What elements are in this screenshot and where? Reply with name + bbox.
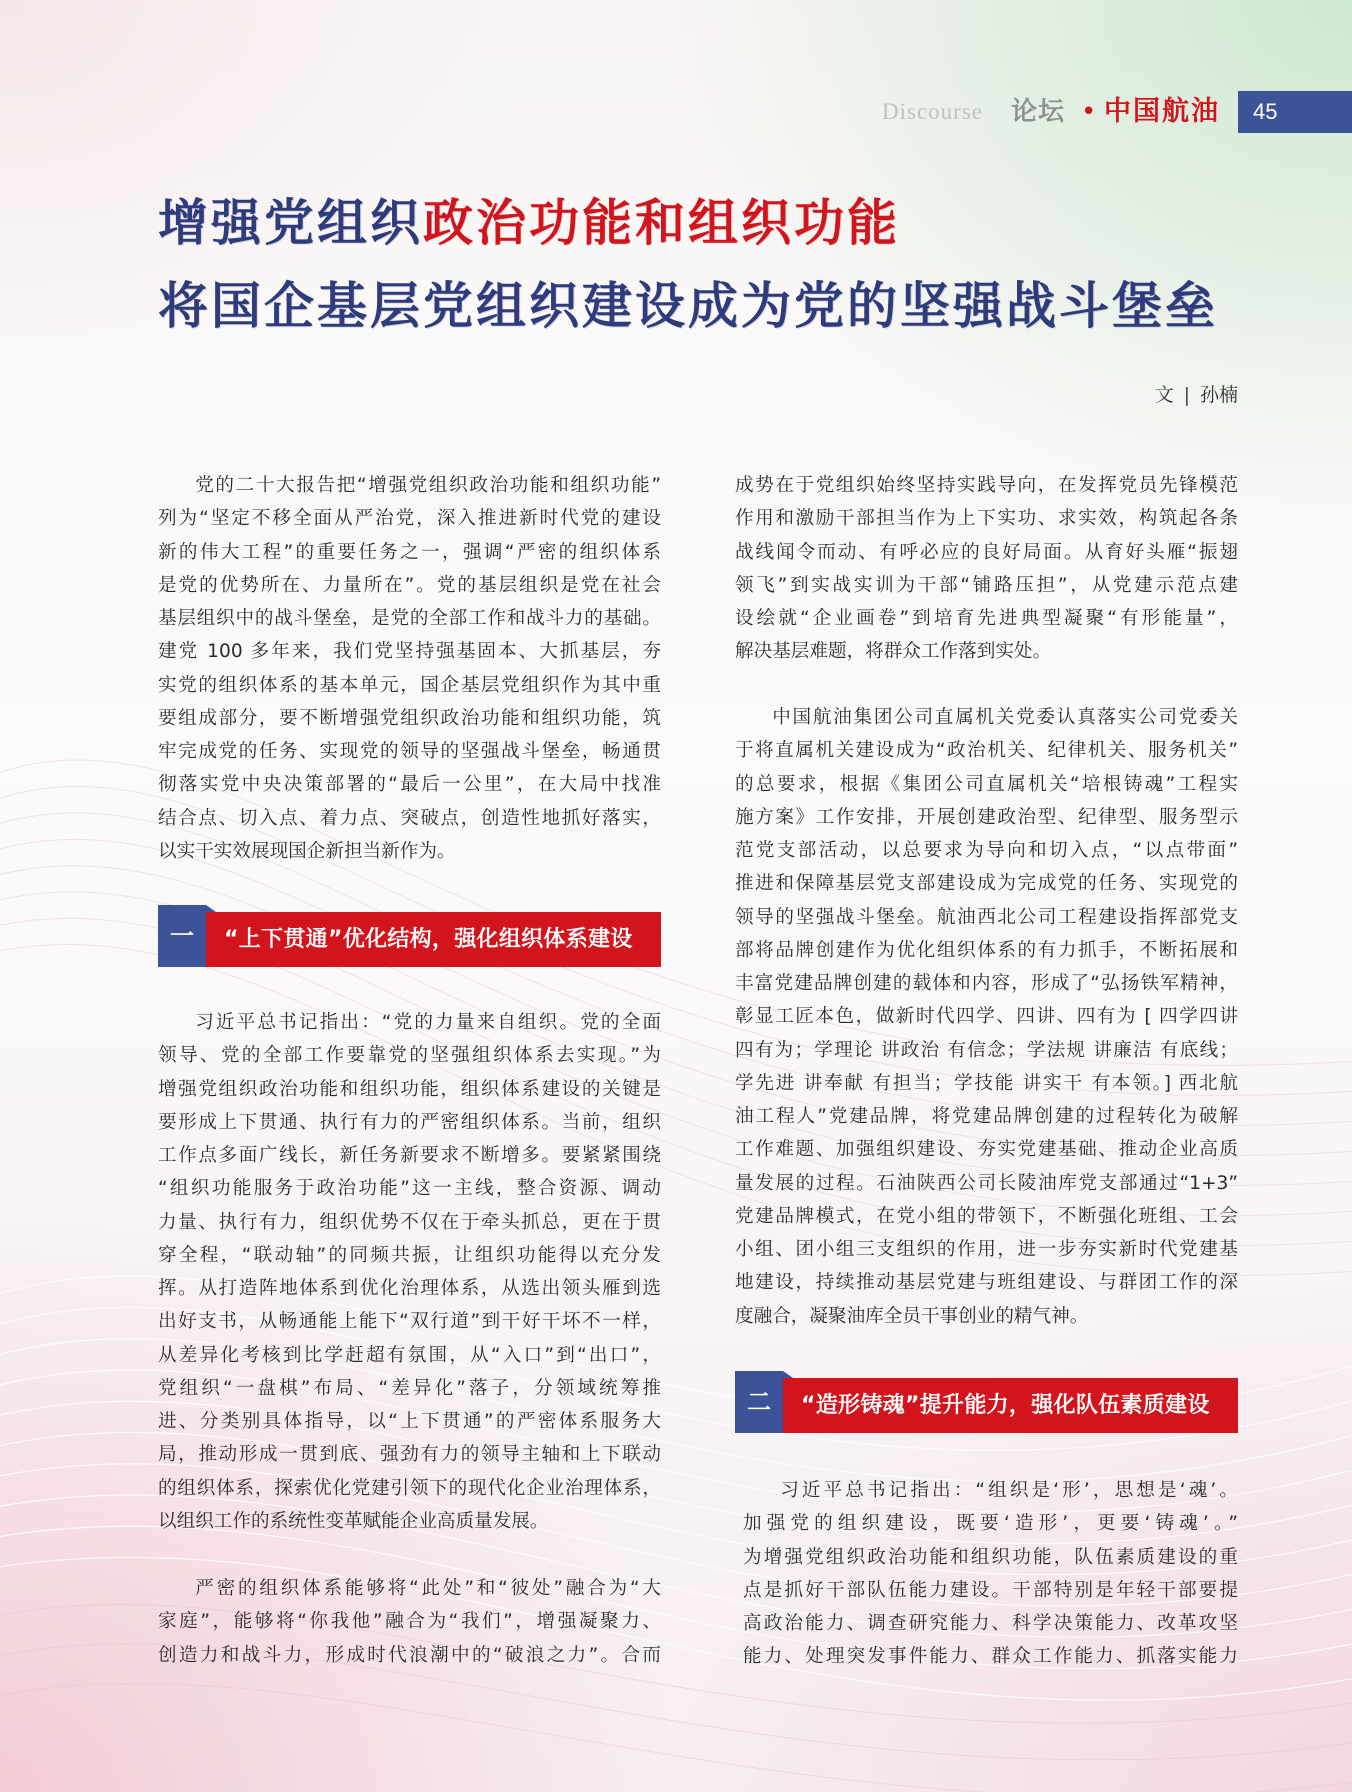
text-line: 增强党组织政治功能和组织功能，组织体系建设的关键是 bbox=[158, 1078, 661, 1100]
text-line: 以组织工作的系统性变革赋能企业高质量发展。 bbox=[158, 1510, 549, 1532]
text-line: 领导的坚强战斗堡垒。航油西北公司工程建设指挥部党支 bbox=[735, 906, 1238, 928]
page-number: 45 bbox=[1253, 99, 1278, 124]
text-line: 基层组织中的战斗堡垒，是党的全部工作和战斗力的基础。 bbox=[158, 608, 661, 629]
text-line: 党组织“一盘棋”布局、“差异化”落子，分领域统筹推 bbox=[158, 1377, 661, 1399]
paragraph bbox=[735, 469, 1238, 669]
section-heading-1 bbox=[158, 905, 661, 967]
text-line: 力量、执行有力，组织优势不仅在于牵头抓总，更在于贯 bbox=[158, 1211, 661, 1233]
text-line: 创造力和战斗力，形成时代浪潮中的“破浪之力”。合而 bbox=[158, 1644, 661, 1666]
text-line: 实党的组织体系的基本单元，国企基层党组织作为其中重 bbox=[158, 674, 661, 696]
text-line: 中国航油集团公司直属机关党委认真落实公司党委关 bbox=[772, 707, 1238, 728]
header-dot: • bbox=[1081, 97, 1097, 127]
paragraph bbox=[158, 1006, 661, 1538]
text-line: 量发展的过程。石油陕西公司长陵油库党支部通过“1+3” bbox=[735, 1172, 1238, 1194]
text-line: 新的伟大工程”的重要任务之一，强调“严密的组织体系 bbox=[158, 541, 661, 563]
text-line: 穿全程，“联动轴”的同频共振，让组织功能得以充分发 bbox=[158, 1244, 661, 1266]
text-line: 从差异化考核到比学赶超有氛围，从“入口”到“出口”， bbox=[158, 1344, 661, 1366]
text-line: 施方案》工作安排，开展创建政治型、纪律型、服务型示 bbox=[735, 806, 1238, 828]
text-line: 高政治能力、调查研究能力、科学决策能力、改革攻坚 bbox=[743, 1613, 1238, 1634]
text-line: 习近平总书记指出：“组织是‘形’，思想是‘魂’。 bbox=[780, 1480, 1238, 1501]
section-heading-bar bbox=[206, 912, 661, 967]
text-line: 度融合，凝聚油库全员干事创业的精气神。 bbox=[735, 1305, 1089, 1327]
title-line-2: 将国企基层党组织建设成为党的坚强战斗堡垒 bbox=[158, 277, 1218, 335]
byline-separator: | bbox=[1183, 384, 1190, 406]
text-line: 习近平总书记指出：“党的力量来自组织。党的全面 bbox=[195, 1012, 661, 1033]
text-line: “组织功能服务于政治功能”这一主线，整合资源、调动 bbox=[158, 1178, 661, 1200]
paragraph bbox=[158, 469, 661, 868]
paragraph bbox=[743, 1474, 1238, 1674]
section-heading-text: “造形铸魂”提升能力，强化队伍素质建设 bbox=[801, 1393, 1210, 1418]
magazine-name: 中国航油 bbox=[1104, 96, 1220, 127]
paragraph bbox=[158, 1572, 661, 1672]
text-line: 要形成上下贯通、执行有力的严密组织体系。当前，组织 bbox=[158, 1111, 661, 1133]
text-line: 地建设，持续推动基层党建与班组建设、与群团工作的深 bbox=[735, 1272, 1238, 1294]
text-line: 工作点多面广线长，新任务新要求不断增多。要紧紧围绕 bbox=[158, 1145, 661, 1166]
text-line: 学先进 讲奉献 有担当；学技能 讲实干 有本领。] 西北航 bbox=[735, 1072, 1238, 1094]
text-line: 解决基层难题，将群众工作落到实处。 bbox=[735, 641, 1052, 663]
section-label-cn: 论坛 bbox=[1011, 97, 1066, 127]
section-label-en: Discourse bbox=[882, 99, 983, 124]
section-number-badge: 一 bbox=[158, 905, 206, 967]
title-highlight: 政治功能和组织功能 bbox=[423, 194, 900, 252]
text-line: 推进和保障基层党支部建设成为完成党的任务、实现党的 bbox=[735, 873, 1238, 895]
text-line: 牢完成党的任务、实现党的领导的坚强战斗堡垒，畅通贯 bbox=[158, 741, 661, 762]
page-number-box bbox=[1238, 91, 1352, 133]
text-line: 工作难题、加强组织建设、夯实党建基础、推动企业高质 bbox=[735, 1139, 1238, 1161]
text-line: 成势在于党组织始终坚持实践导向，在发挥党员先锋模范 bbox=[735, 475, 1238, 496]
text-line: 点是抓好干部队伍能力建设。干部特别是年轻干部要提 bbox=[743, 1579, 1238, 1601]
text-line: 局，推动形成一贯到底、强劲有力的领导主轴和上下联动 bbox=[158, 1444, 661, 1466]
text-line: 油工程人”党建品牌，将党建品牌创建的过程转化为破解 bbox=[735, 1106, 1238, 1127]
text-line: 进、分类别具体指导，以“上下贯通”的严密体系服务大 bbox=[158, 1411, 661, 1432]
text-line: 战线闻令而动、有呼必应的良好局面。从育好头雁“振翅 bbox=[735, 541, 1238, 563]
text-line: 党建品牌模式，在党小组的带领下，不断强化班组、工会 bbox=[735, 1205, 1238, 1227]
text-line: 党的二十大报告把“增强党组织政治功能和组织功能” bbox=[195, 475, 661, 496]
text-line: 严密的组织体系能够将“此处”和“彼处”融合为“大 bbox=[195, 1578, 661, 1599]
paragraph bbox=[735, 701, 1238, 1333]
text-line: 能力、处理突发事件能力、群众工作能力、抓落实能力 bbox=[743, 1646, 1238, 1668]
byline bbox=[1155, 380, 1238, 410]
text-line: 四有为；学理论 讲政治 有信念；学法规 讲廉洁 有底线； bbox=[735, 1039, 1238, 1061]
text-line: 设绘就“企业画卷”到培育先进典型凝聚“有形能量”， bbox=[735, 608, 1238, 629]
text-line: 于将直属机关建设成为“政治机关、纪律机关、服务机关” bbox=[735, 740, 1238, 762]
section-heading-text: “上下贯通”优化结构，强化组织体系建设 bbox=[224, 927, 633, 952]
text-line: 结合点、切入点、着力点、突破点，创造性地抓好落实， bbox=[158, 807, 661, 829]
text-line: 的组织体系，探索优化党建引领下的现代化企业治理体系， bbox=[158, 1477, 661, 1499]
text-line: 为增强党组织政治功能和组织功能，队伍素质建设的重 bbox=[743, 1546, 1238, 1568]
text-line: 要组成部分，要不断增强党组织政治功能和组织功能，筑 bbox=[158, 707, 661, 729]
text-line: 挥。从打造阵地体系到优化治理体系，从选出领头雁到选 bbox=[158, 1278, 661, 1299]
text-line: 领导、党的全部工作要靠党的坚强组织体系去实现。”为 bbox=[158, 1045, 661, 1067]
text-line: 加强党的组织建设，既要‘造形’，更要‘铸魂’。” bbox=[743, 1513, 1238, 1535]
text-line: 作用和激励干部担当作为上下实功、求实效，构筑起各条 bbox=[735, 508, 1238, 530]
byline-label: 文 bbox=[1154, 384, 1174, 406]
section-number-badge: 二 bbox=[735, 1371, 783, 1433]
text-line: 家庭”，能够将“你我他”融合为“我们”，增强凝聚力、 bbox=[158, 1611, 661, 1633]
text-line: 是党的优势所在、力量所在”。党的基层组织是党在社会 bbox=[158, 574, 661, 596]
text-line: 丰富党建品牌创建的载体和内容，形成了“弘扬铁军精神， bbox=[735, 973, 1238, 994]
title-line-1 bbox=[158, 191, 900, 255]
text-line: 小组、团小组三支组织的作用，进一步夯实新时代党建基 bbox=[735, 1239, 1238, 1260]
text-line: 的总要求，根据《集团公司直属机关“培根铸魂”工程实 bbox=[735, 773, 1238, 795]
text-line: 彰显工匠本色，做新时代四学、四讲、四有为 [ 四学四讲 bbox=[735, 1006, 1238, 1028]
text-line: 彻落实党中央决策部署的“最后一公里”，在大局中找准 bbox=[158, 774, 661, 796]
text-line: 出好支书，从畅通能上能下“双行道”到干好干坏不一样， bbox=[158, 1311, 661, 1333]
text-line: 建党 100 多年来，我们党坚持强基固本、大抓基层，夯 bbox=[158, 641, 661, 663]
author-name: 孙楠 bbox=[1199, 384, 1238, 406]
title-lead: 增强党组织 bbox=[158, 194, 423, 252]
text-line: 部将品牌创建作为优化组织体系的有力抓手，不断拓展和 bbox=[735, 939, 1238, 961]
text-line: 列为“坚定不移全面从严治党，深入推进新时代党的建设 bbox=[158, 508, 661, 530]
section-heading-bar bbox=[783, 1378, 1238, 1433]
text-line: 领飞”到实战实训为干部“铺路压担”，从党建示范点建 bbox=[735, 574, 1238, 596]
text-line: 范党支部活动，以总要求为导向和切入点，“以点带面” bbox=[735, 840, 1238, 861]
text-line: 以实干实效展现国企新担当新作为。 bbox=[158, 840, 456, 862]
section-heading-2 bbox=[735, 1371, 1238, 1433]
